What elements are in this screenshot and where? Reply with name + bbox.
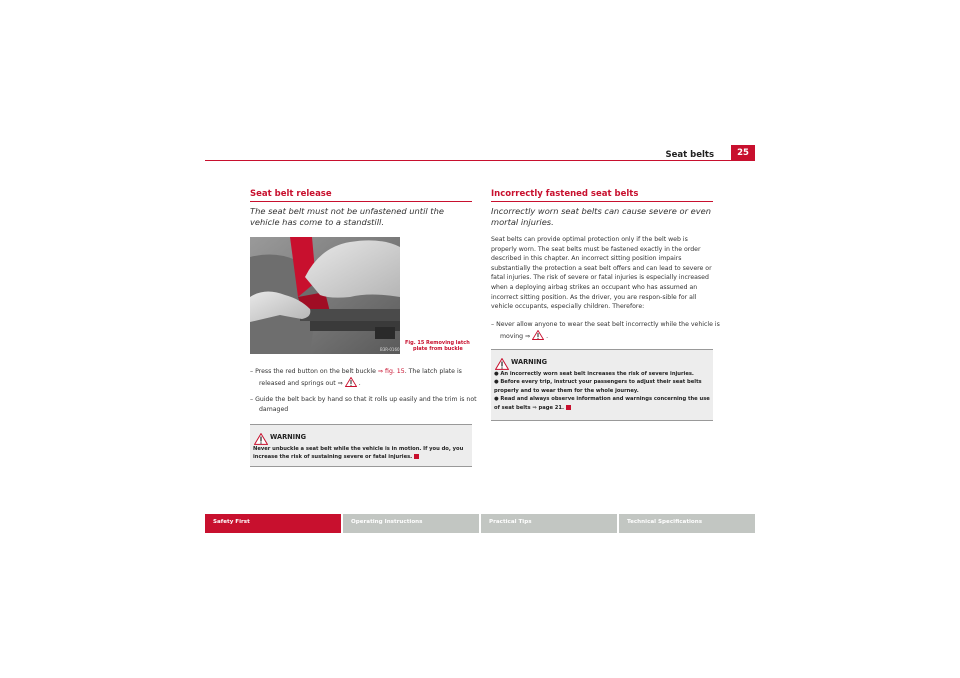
step-text: Never allow anyone to wear the seat belt incorrectly while the vehicle is moving ⇒ <box>496 321 720 340</box>
section-intro: Incorrectly worn seat belts can cause severe or even mortal injuries. <box>491 206 712 227</box>
warning-list-item: ● Before every trip, instruct your passengers to adjust their seat belts properly and to wear them for the whole journey. <box>494 379 702 394</box>
step-guide-belt-back <box>250 395 481 414</box>
section-title-incorrect-belts: Incorrectly fastened seat belts <box>491 189 639 199</box>
warning-title: WARNING <box>270 433 307 441</box>
footer-tab-practical-tips[interactable]: Practical Tips <box>481 514 617 533</box>
end-of-section-marker <box>414 454 419 459</box>
section-rule <box>491 201 713 202</box>
warning-item-text: Read and always observe information and warnings concerning the use of seat belts ⇒ page 21. <box>494 396 710 411</box>
warning-title: WARNING <box>511 358 548 366</box>
warning-text <box>253 445 467 462</box>
figure-caption <box>405 340 470 352</box>
warning-text-content: Never unbuckle a seat belt while the vehicle is in motion. If you do, you increase the risk of sustaining severe or fatal injuries. <box>253 446 464 461</box>
warning-box-left <box>250 424 472 467</box>
warning-triangle-icon[interactable] <box>532 333 546 340</box>
warning-triangle-icon[interactable] <box>345 380 359 387</box>
warning-list <box>494 370 710 412</box>
body-paragraph: Seat belts can provide optimal protection only if the belt web is properly worn. The seat belts must be fastened exactly in the order described in this chapter. An incorrect sitting position impairs substantially the protection a seat belt offers and can lead to severe or fatal injuries. The risk of severe or fatal injuries is especially increased when a deploying airbag strikes an occupant who has assumed an incorrect sitting position. As the driver, you are respon-sible for all vehicle occupants, especially children. Therefore: <box>491 236 712 311</box>
footer-tab-operating-instructions[interactable]: Operating Instructions <box>343 514 479 533</box>
page-number: 25 <box>731 145 755 161</box>
warning-list-item: ● An incorrectly worn seat belt increases the risk of severe injuries. <box>494 371 694 377</box>
step-dash: – <box>491 321 497 328</box>
warning-item-text: An incorrectly worn seat belt increases the risk of severe injuries. <box>500 371 694 377</box>
warning-box-right <box>491 349 713 421</box>
end-of-section-marker <box>566 405 571 410</box>
header-rule <box>205 160 731 161</box>
footer-tab-technical-specifications[interactable]: Technical Specifications <box>619 514 755 533</box>
figure-caption-line2: plate from buckle <box>413 346 463 352</box>
step-dash: – <box>250 396 256 403</box>
section-title-seat-belt-release: Seat belt release <box>250 189 332 199</box>
warning-item-text: Before every trip, instruct your passengers to adjust their seat belts properly and to wear them for the whole journey. <box>494 379 702 394</box>
step-press-red-button: – Press the red button on the belt buckle ⇒ fig. 15. The latch plate is released and springs out ⇒ . <box>250 368 462 387</box>
step-text: Guide the belt back by hand so that it rolls up easily and the trim is not damaged <box>255 396 477 413</box>
section-rule <box>250 201 472 202</box>
figure-caption-line1: Fig. 15 Removing latch <box>405 340 470 346</box>
svg-text:B3R-0160: B3R-0160 <box>380 347 400 352</box>
step-never-allow: – Never allow anyone to wear the seat belt incorrectly while the vehicle is moving ⇒ . <box>491 321 720 340</box>
buckle-illustration <box>250 237 400 354</box>
step-text: Press the red button on the belt buckle <box>255 368 378 375</box>
figure-latch-plate-removal <box>250 237 400 354</box>
section-intro: The seat belt must not be unfastened until the vehicle has come to a standstill. <box>250 206 444 227</box>
step-text-cont: . The latch plate is released and springs out ⇒ <box>259 368 462 387</box>
step-dash: – <box>250 368 256 375</box>
warning-list-item: ● Read and always observe information and warnings concerning the use of seat belts ⇒ page 21. <box>494 396 710 411</box>
footer-tab-safety-first[interactable]: Safety First <box>205 514 341 533</box>
page-header-title: Seat belts <box>665 150 714 160</box>
figure-reference-link[interactable]: ⇒ fig. 15 <box>377 368 405 375</box>
